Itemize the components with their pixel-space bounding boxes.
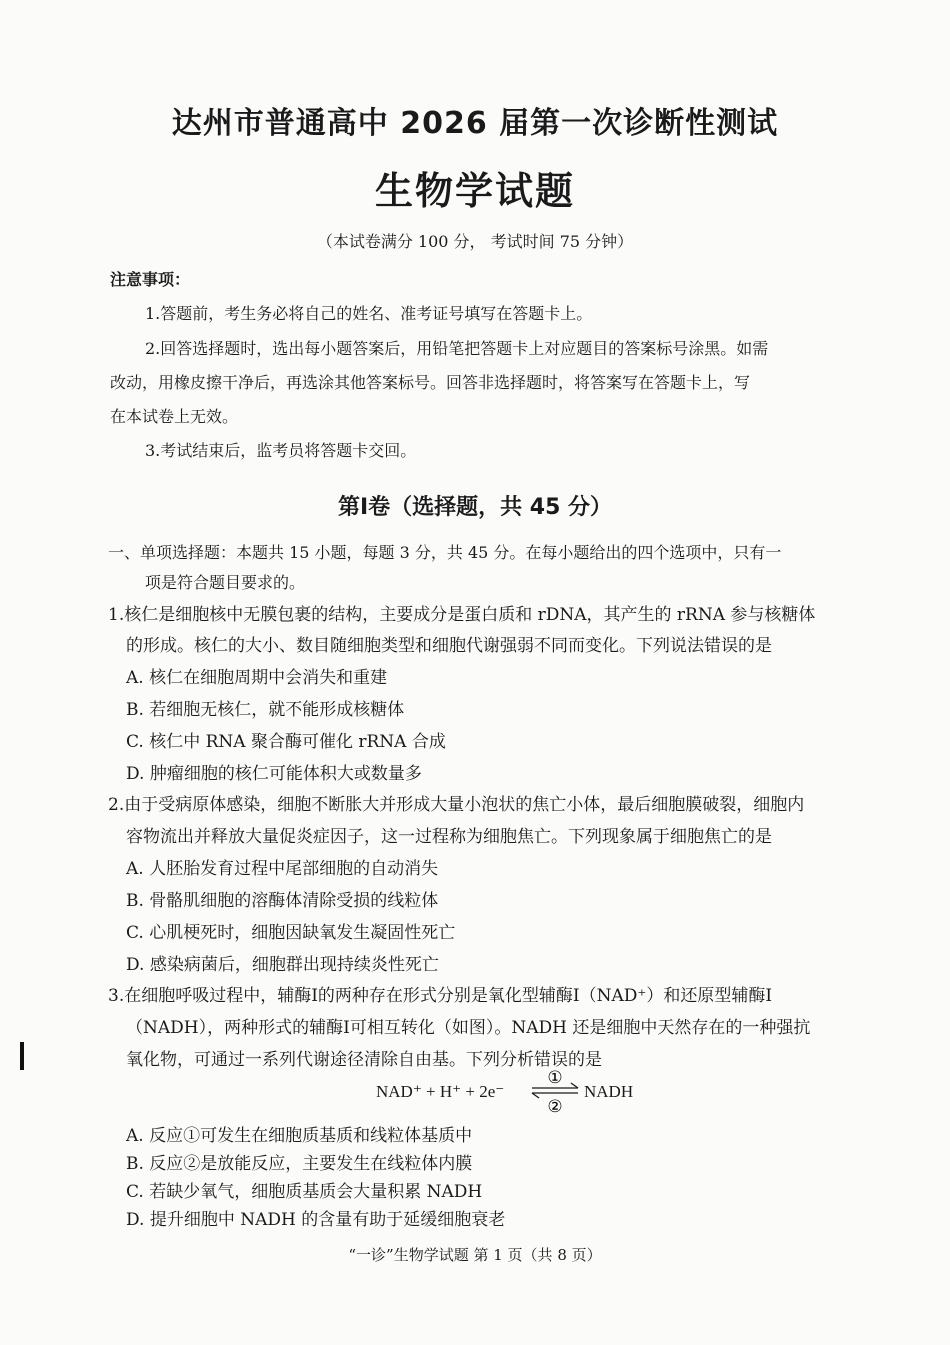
q1-option-b: B. 若细胞无核仁，就不能形成核糖体 [126,700,405,720]
q3-option-d: D. 提升细胞中 NADH 的含量有助于延缓细胞衰老 [126,1210,506,1230]
forward-reaction-label: ① [547,1068,563,1088]
q2-stem-line-1: 2.由于受病原体感染，细胞不断胀大并形成大量小泡状的焦亡小体，最后细胞膜破裂，细胞内 [108,795,805,815]
notice-item-3: 3.考试结束后，监考员将答题卡交回。 [145,441,417,460]
nad-equation [376,1066,636,1118]
q3-stem-line-3: 氧化物，可通过一系列代谢途径清除自由基。下列分析错误的是 [126,1050,602,1070]
q3-option-a: A. 反应①可发生在细胞质基质和线粒体基质中 [126,1126,473,1146]
section-title: 第Ⅰ卷（选择题，共 45 分） [337,495,613,520]
subject-title: 生物学试题 [374,169,575,213]
notice-item-2-line-2: 改动，用橡皮擦干净后，再选涂其他答案标号。回答非选择题时，将答案写在答题卡上，写 [110,373,751,392]
q3-option-b: B. 反应②是放能反应，主要发生在线粒体内膜 [126,1154,473,1174]
section-intro-line-2: 项是符合题目要求的。 [145,573,306,592]
q3-stem-line-2: （NADH），两种形式的辅酶Ⅰ可相互转化（如图）。NADH 还是细胞中天然存在的一种强抗 [126,1018,811,1038]
q2-option-d: D. 感染病菌后，细胞群出现持续炎性死亡 [126,955,439,975]
notice-item-1: 1.答题前，考生务必将自己的姓名、准考证号填写在答题卡上。 [145,304,593,323]
q2-option-c: C. 心肌梗死时，细胞因缺氧发生凝固性死亡 [126,923,456,943]
q3-stem-line-1: 3.在细胞呼吸过程中，辅酶Ⅰ的两种存在形式分别是氧化型辅酶Ⅰ（NAD⁺）和还原型辅酶Ⅰ [108,986,773,1006]
q2-option-a: A. 人胚胎发育过程中尾部细胞的自动消失 [126,859,439,879]
equation-left-side: NAD⁺ + H⁺ + 2e⁻ [376,1082,505,1101]
notice-item-2-line-3: 在本试卷上无效。 [110,407,239,426]
margin-mark [20,1042,24,1070]
q2-stem-line-2: 容物流出并释放大量促炎症因子，这一过程称为细胞焦亡。下列现象属于细胞焦亡的是 [126,827,772,847]
reverse-reaction-label: ② [547,1097,563,1117]
q1-option-d: D. 肿瘤细胞的核仁可能体积大或数量多 [126,764,422,784]
exam-title: 达州市普通高中 2026 届第一次诊断性测试 [171,106,779,141]
q2-option-b: B. 骨骼肌细胞的溶酶体清除受损的线粒体 [126,891,439,911]
q1-option-c: C. 核仁中 RNA 聚合酶可催化 rRNA 合成 [126,732,446,752]
section-intro-line-1: 一、单项选择题：本题共 15 小题，每题 3 分，共 45 分。在每小题给出的四个选项中，只有一 [108,543,782,562]
exam-meta: （本试卷满分 100 分， 考试时间 75 分钟） [316,232,634,251]
notice-heading: 注意事项： [110,270,191,289]
notice-item-2-line-1: 2.回答选择题时，选出每小题答案后，用铅笔把答题卡上对应题目的答案标号涂黑。如需 [145,339,769,358]
equation-right-side: NADH [584,1082,634,1101]
q1-stem-line-1: 1.核仁是细胞核中无膜包裹的结构，主要成分是蛋白质和 rDNA，其产生的 rRNA 参与核糖体 [108,605,816,625]
q1-stem-line-2: 的形成。核仁的大小、数目随细胞类型和细胞代谢强弱不同而变化。下列说法错误的是 [126,636,772,656]
page-footer: “一诊”生物学试题 第 1 页（共 8 页） [348,1246,602,1264]
q3-option-c: C. 若缺少氧气，细胞质基质会大量积累 NADH [126,1182,483,1202]
reversible-arrow-icon [528,1066,582,1118]
q1-option-a: A. 核仁在细胞周期中会消失和重建 [126,668,388,688]
